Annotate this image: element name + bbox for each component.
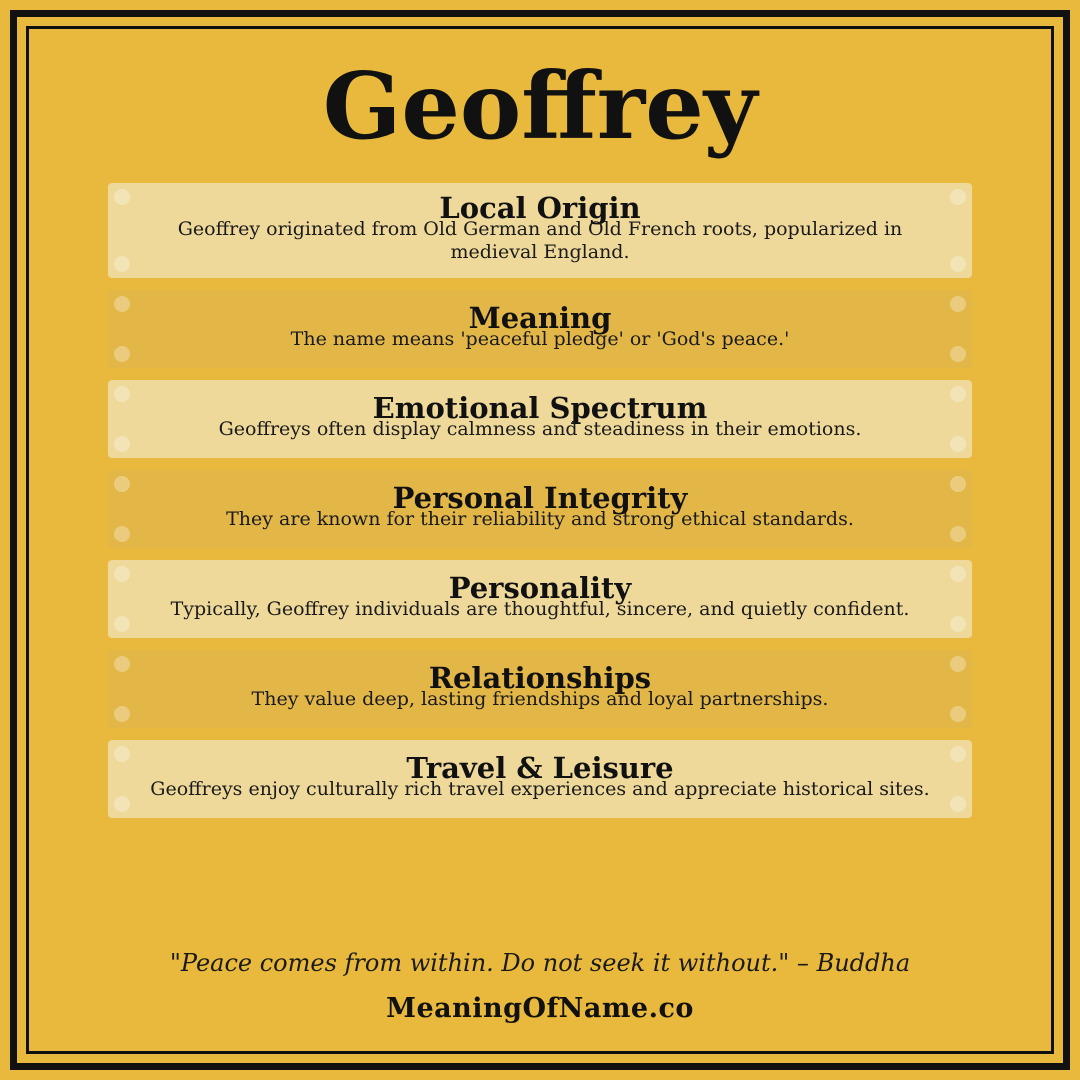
card-corner-knob xyxy=(950,296,966,312)
card-heading: Relationships xyxy=(428,661,652,696)
card-corner-knob xyxy=(114,436,130,452)
card-heading: Emotional Spectrum xyxy=(372,391,708,426)
card-corner-knob xyxy=(950,436,966,452)
card-corner-knob xyxy=(114,386,130,402)
info-card-emotional-spectrum xyxy=(108,380,972,458)
card-corner-knob xyxy=(114,746,130,762)
brand-name: MeaningOfName.co xyxy=(386,993,694,1024)
card-corner-knob xyxy=(114,566,130,582)
card-corner-knob xyxy=(950,346,966,362)
card-corner-knob xyxy=(114,526,130,542)
card-heading: Personal Integrity xyxy=(392,481,688,516)
card-corner-knob xyxy=(114,616,130,632)
page-title: Geoffrey xyxy=(322,52,758,160)
card-heading: Personality xyxy=(448,571,632,606)
info-card-list xyxy=(108,183,972,819)
card-corner-knob xyxy=(114,346,130,362)
card-corner-knob xyxy=(950,476,966,492)
card-body: They are known for their reliability and strong ethical standards. xyxy=(226,508,854,531)
card-body: Geoffreys often display calmness and steadiness in their emotions. xyxy=(218,418,862,441)
card-corner-knob xyxy=(114,706,130,722)
card-corner-knob xyxy=(950,189,966,205)
card-body: They value deep, lasting friendships and loyal partnerships. xyxy=(251,688,829,711)
card-corner-knob xyxy=(950,256,966,272)
card-corner-knob xyxy=(114,189,130,205)
card-corner-knob xyxy=(114,256,130,272)
card-heading: Local Origin xyxy=(439,190,641,225)
card-corner-knob xyxy=(950,796,966,812)
card-corner-knob xyxy=(114,796,130,812)
info-card-meaning xyxy=(108,290,972,368)
card-corner-knob xyxy=(950,656,966,672)
card-corner-knob xyxy=(950,706,966,722)
card-corner-knob xyxy=(950,526,966,542)
card-corner-knob xyxy=(114,296,130,312)
info-card-personality xyxy=(108,560,972,638)
card-corner-knob xyxy=(950,616,966,632)
card-corner-knob xyxy=(114,476,130,492)
poster-content xyxy=(30,30,1050,1050)
info-card-local-origin xyxy=(108,183,972,279)
card-corner-knob xyxy=(950,566,966,582)
info-card-personal-integrity xyxy=(108,470,972,548)
card-heading: Meaning xyxy=(468,301,612,336)
poster-footer xyxy=(108,949,972,1050)
info-card-relationships xyxy=(108,650,972,728)
quote-text: "Peace comes from within. Do not seek it without." – Buddha xyxy=(169,949,911,977)
card-body: Typically, Geoffrey individuals are thoughtful, sincere, and quietly confident. xyxy=(170,598,910,621)
card-body: Geoffreys enjoy culturally rich travel experiences and appreciate historical sites. xyxy=(150,778,930,801)
card-corner-knob xyxy=(950,746,966,762)
card-corner-knob xyxy=(950,386,966,402)
card-body: Geoffrey originated from Old German and Old French roots, popularized in medieval England. xyxy=(177,217,903,264)
card-body: The name means 'peaceful pledge' or 'God's peace.' xyxy=(290,328,790,351)
card-corner-knob xyxy=(114,656,130,672)
info-card-travel-leisure xyxy=(108,740,972,818)
card-heading: Travel & Leisure xyxy=(406,751,674,786)
